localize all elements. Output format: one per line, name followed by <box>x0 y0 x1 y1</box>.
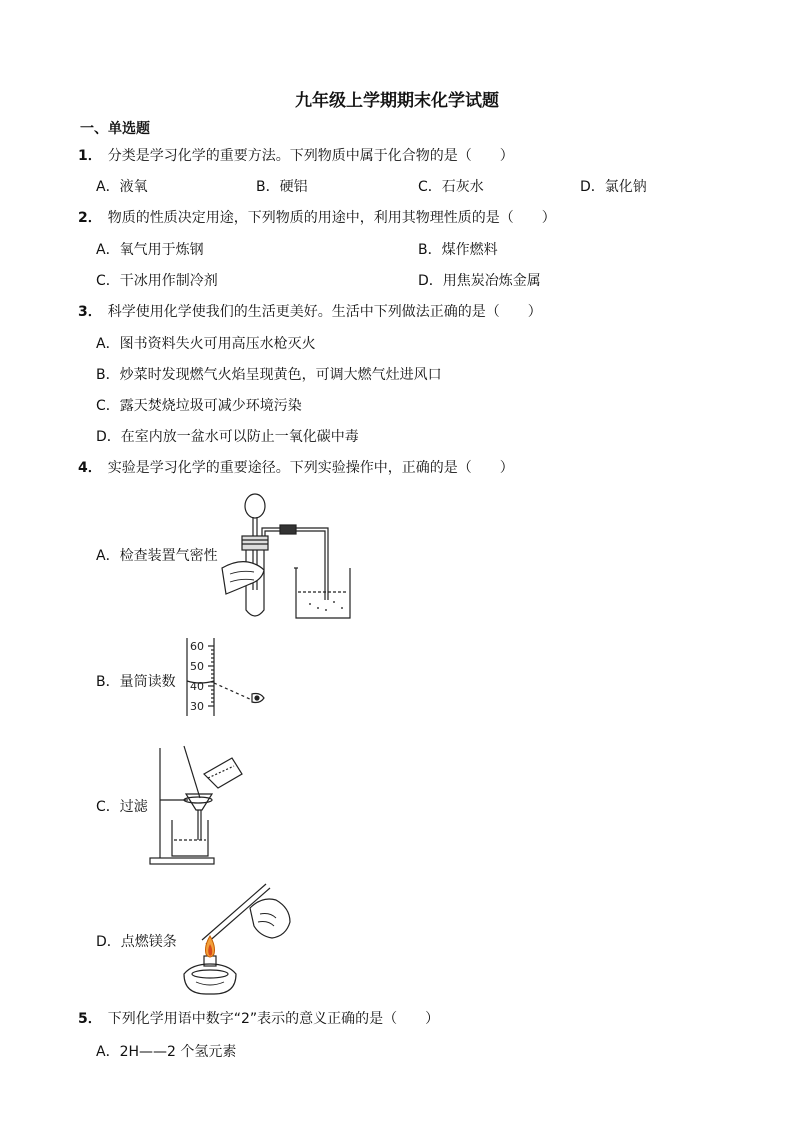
q1-option-d: D．氯化钠 <box>580 179 647 195</box>
airtightness-check-apparatus-figure <box>218 490 358 622</box>
q3-option-b: B．炒菜时发现燃气火焰呈现黄色，可调大燃气灶进风口 <box>96 367 442 383</box>
question-4-stem <box>78 457 514 477</box>
q4-option-a: A．检查装置气密性 <box>96 548 218 564</box>
q4-option-c: C．过滤 <box>96 799 148 815</box>
section-heading: 一、单选题 <box>80 121 150 137</box>
q4-option-d: D．点燃镁条 <box>96 934 177 950</box>
question-5-text: 下列化学用语中数字“2”表示的意义正确的是（ ） <box>107 1011 440 1027</box>
question-1-stem <box>78 145 514 165</box>
q5-option-a: A．2H——2 个氢元素 <box>96 1044 237 1060</box>
question-1-number: 1． <box>78 148 102 164</box>
q2-option-a: A．氧气用于炼钢 <box>96 242 204 258</box>
q3-option-d: D．在室内放一盆水可以防止一氧化碳中毒 <box>96 429 359 445</box>
question-2-text: 物质的性质决定用途，下列物质的用途中，利用其物理性质的是（ ） <box>107 210 556 226</box>
cylinder-tick-50: 50 <box>190 660 204 673</box>
graduated-cylinder-reading-figure <box>182 636 272 718</box>
burning-magnesium-ribbon-figure <box>176 878 300 998</box>
q1-option-b: B．硬铝 <box>256 179 308 195</box>
q3-option-c: C．露天焚烧垃圾可减少环境污染 <box>96 398 302 414</box>
question-3-stem <box>78 301 542 321</box>
question-5-number: 5． <box>78 1011 102 1027</box>
question-2-number: 2． <box>78 210 102 226</box>
cylinder-tick-60: 60 <box>190 640 204 653</box>
question-1-text: 分类是学习化学的重要方法。下列物质中属于化合物的是（ ） <box>107 148 514 164</box>
cylinder-tick-40: 40 <box>190 680 204 693</box>
question-4-text: 实验是学习化学的重要途径。下列实验操作中，正确的是（ ） <box>107 460 514 476</box>
q2-option-d: D．用焦炭冶炼金属 <box>418 273 541 289</box>
q1-option-c: C．石灰水 <box>418 179 484 195</box>
question-3-text: 科学使用化学使我们的生活更美好。生活中下列做法正确的是（ ） <box>107 304 542 320</box>
cylinder-tick-30: 30 <box>190 700 204 713</box>
q2-option-c: C．干冰用作制冷剂 <box>96 273 218 289</box>
q3-option-a: A．图书资料失火可用高压水枪灭火 <box>96 336 316 352</box>
question-3-number: 3． <box>78 304 102 320</box>
filtration-apparatus-figure <box>148 744 244 868</box>
question-4-number: 4． <box>78 460 102 476</box>
question-2-stem <box>78 207 556 227</box>
question-5-stem <box>78 1008 439 1028</box>
q1-option-a: A．液氧 <box>96 179 148 195</box>
q2-option-b: B．煤作燃料 <box>418 242 498 258</box>
page-title: 九年级上学期期末化学试题 <box>295 91 499 111</box>
q4-option-b: B．量筒读数 <box>96 674 176 690</box>
